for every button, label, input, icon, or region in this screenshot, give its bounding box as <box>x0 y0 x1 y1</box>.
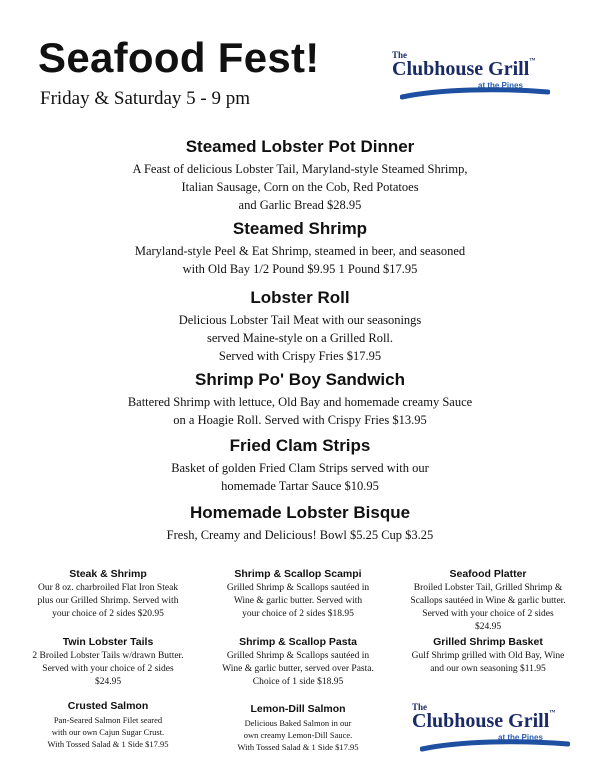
logo-trademark: ™ <box>529 58 536 64</box>
menu-item-description: Grilled Shrimp & Scallops sautéed in <box>226 583 370 593</box>
menu-item-description: served Maine-style on a Grilled Roll. <box>206 331 394 345</box>
menu-item-description: Wine & garlic butter. Served with <box>233 596 363 606</box>
menu-item-description: $24.95 <box>94 677 122 687</box>
menu-item-description: Pan-Seared Salmon Filet seared <box>53 715 163 725</box>
logo-tagline: at the Pines <box>498 733 543 742</box>
menu-item-description: Gulf Shrimp grilled with Old Bay, Wine <box>411 651 565 661</box>
logo-swoosh-icon <box>400 86 550 100</box>
menu-item-description: Our 8 oz. charbroiled Flat Iron Steak <box>37 583 179 593</box>
menu-item-title: Steamed Lobster Pot Dinner <box>185 137 415 156</box>
menu-item-description: on a Hoagie Roll. Served with Crispy Fries $13.95 <box>173 413 427 427</box>
menu-item-crusted-salmon <box>18 700 198 750</box>
menu-item-description: Fresh, Creamy and Delicious! Bowl $5.25 Cup $3.25 <box>166 528 434 542</box>
menu-item-description: Grilled Shrimp & Scallops sautéed in <box>226 651 370 661</box>
menu-item-fried-clams <box>60 436 540 495</box>
menu-item-lobster-bisque <box>60 503 540 544</box>
menu-item-lobster-pot <box>60 137 540 214</box>
menu-item-scallop-scampi <box>208 568 388 621</box>
menu-item-title: Steamed Shrimp <box>232 219 368 238</box>
menu-item-description: 2 Broiled Lobster Tails w/drawn Butter. <box>32 651 184 661</box>
event-schedule: Friday & Saturday 5 - 9 pm <box>40 88 251 109</box>
menu-item-description: Basket of golden Fried Clam Strips served with our <box>171 461 429 475</box>
menu-item-description: own creamy Lemon-Dill Sauce. <box>243 730 353 740</box>
menu-item-description: with our own Cajun Sugar Crust. <box>51 727 165 737</box>
menu-item-title: Lobster Roll <box>250 288 350 307</box>
clubhouse-grill-logo-footer <box>412 702 582 754</box>
logo-tagline: at the Pines <box>478 81 523 90</box>
menu-item-title: Steak & Shrimp <box>69 568 147 580</box>
menu-item-title: Fried Clam Strips <box>229 436 371 455</box>
menu-item-title: Shrimp & Scallop Pasta <box>239 636 357 648</box>
logo-trademark: ™ <box>549 710 556 716</box>
menu-item-description: homemade Tartar Sauce $10.95 <box>221 479 379 493</box>
menu-item-scallop-pasta <box>208 636 388 689</box>
menu-item-title: Shrimp Po' Boy Sandwich <box>195 370 405 389</box>
menu-item-title: Shrimp & Scallop Scampi <box>234 568 362 580</box>
menu-item-description: Delicious Baked Salmon in our <box>244 718 352 728</box>
logo-name-text: Clubhouse Grill <box>392 58 530 80</box>
menu-item-description: your choice of 2 sides $20.95 <box>52 609 164 619</box>
menu-item-description: With Tossed Salad & 1 Side $17.95 <box>237 742 359 752</box>
menu-item-description: and Garlic Bread $28.95 <box>238 198 362 212</box>
menu-item-description: Served with Crispy Fries $17.95 <box>218 349 382 363</box>
page-title: Seafood Fest! <box>38 34 320 81</box>
menu-item-lemon-dill-salmon <box>208 703 388 753</box>
menu-item-description: and our own seasoning $11.95 <box>430 664 546 674</box>
menu-item-seafood-platter <box>398 568 578 634</box>
menu-item-steak-shrimp <box>18 568 198 621</box>
menu-item-po-boy <box>60 370 540 429</box>
menu-item-description: plus our Grilled Shrimp. Served with <box>37 596 179 606</box>
menu-item-description: with Old Bay 1/2 Pound $9.95 1 Pound $17.95 <box>182 262 418 276</box>
menu-item-title: Homemade Lobster Bisque <box>189 503 411 522</box>
menu-item-title: Twin Lobster Tails <box>62 636 154 648</box>
logo-name <box>412 710 555 733</box>
logo-swoosh-icon <box>420 738 570 752</box>
menu-item-description: Scallops sautéed in Wine & garlic butter. <box>410 596 566 606</box>
menu-item-description: A Feast of delicious Lobster Tail, Maryland-style Steamed Shrimp, <box>132 162 468 176</box>
menu-item-twin-lobster <box>18 636 198 689</box>
menu-item-title: Seafood Platter <box>449 568 527 580</box>
menu-item-title: Lemon-Dill Salmon <box>250 703 346 715</box>
menu-item-description: Maryland-style Peel & Eat Shrimp, steamed in beer, and seasoned <box>134 244 466 258</box>
menu-item-description: Choice of 1 side $18.95 <box>252 677 344 687</box>
menu-item-description: With Tossed Salad & 1 Side $17.95 <box>47 739 169 749</box>
menu-item-description: Served with your choice of 2 sides <box>42 664 174 674</box>
menu-item-description: your choice of 2 sides $18.95 <box>242 609 354 619</box>
menu-item-description: Battered Shrimp with lettuce, Old Bay and homemade creamy Sauce <box>127 395 473 409</box>
menu-item-description: Served with your choice of 2 sides <box>422 609 554 619</box>
menu-item-title: Crusted Salmon <box>67 700 149 712</box>
clubhouse-grill-logo <box>392 50 562 102</box>
logo-the: The <box>392 50 408 60</box>
menu-item-title: Grilled Shrimp Basket <box>433 636 543 648</box>
menu-item-description: Delicious Lobster Tail Meat with our seasonings <box>178 313 422 327</box>
menu-item-steamed-shrimp <box>60 219 540 278</box>
logo-the: The <box>412 702 428 712</box>
logo-name <box>392 58 535 81</box>
menu-item-shrimp-basket <box>398 636 578 676</box>
menu-item-lobster-roll <box>60 288 540 365</box>
menu-item-description: Italian Sausage, Corn on the Cob, Red Potatoes <box>181 180 419 194</box>
menu-item-description: Broiled Lobster Tail, Grilled Shrimp & <box>413 583 563 593</box>
menu-item-description: $24.95 <box>474 622 502 632</box>
logo-name-text: Clubhouse Grill <box>412 710 550 732</box>
menu-item-description: Wine & garlic butter, served over Pasta. <box>222 664 374 674</box>
